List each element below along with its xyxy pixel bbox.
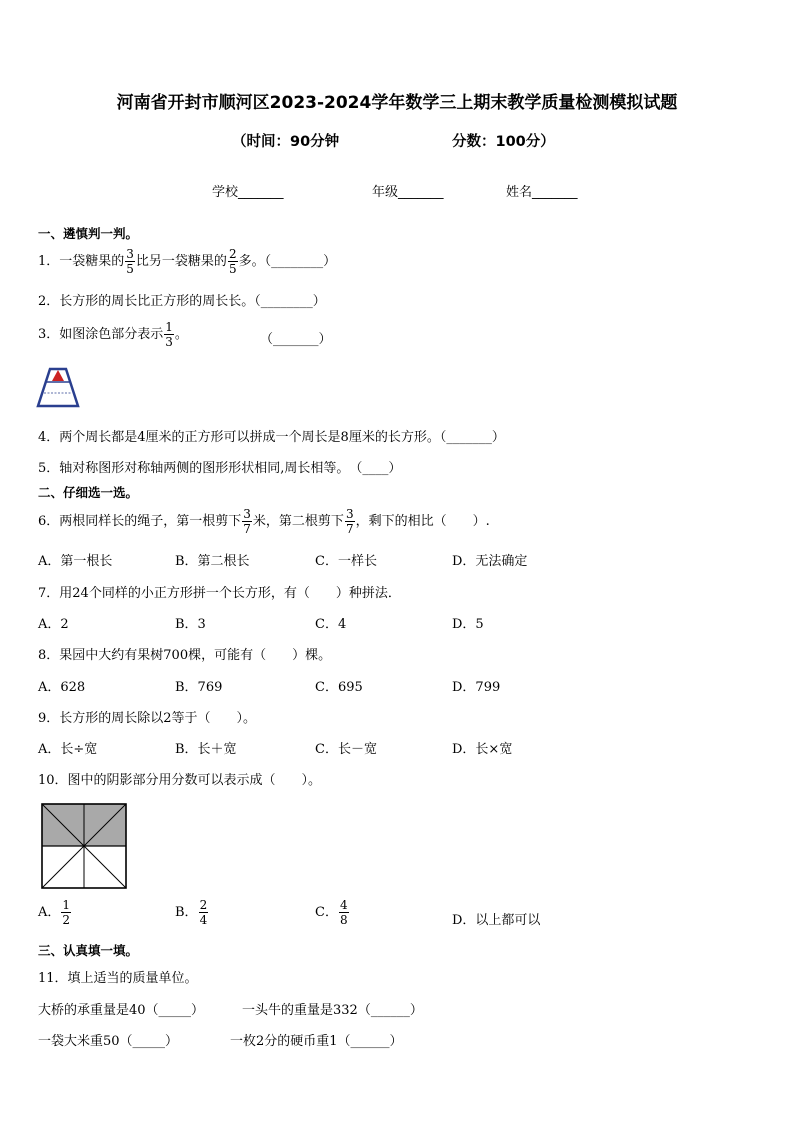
q7-option-b: B．3 bbox=[175, 617, 206, 632]
question-6: 6．两根同样长的绳子，第一根剪下 $\frac{3}{7}$ 米，第二根剪下 $\frac{3}{7}$ ，剩下的相比（ ）. bbox=[38, 507, 490, 536]
question-2: 2．长方形的周长比正方形的周长长。（________） bbox=[38, 294, 326, 309]
question-7: 7．用24个同样的小正方形拼一个长方形，有（ ）种拼法． bbox=[38, 586, 401, 601]
question-9: 9．长方形的周长除以2等于（ ）。 bbox=[38, 711, 257, 726]
q11-item-coin: 一枚2分的硬币重1（______） bbox=[230, 1034, 403, 1049]
q10-option-b: B． $\frac{2}{4}$ bbox=[175, 898, 208, 927]
fraction: $\frac{4}{8}$ bbox=[339, 898, 348, 927]
question-1: 1．一袋糖果的 $\frac{3}{5}$ 比另一袋糖果的 $\frac{2}{5}$ 多。（________） bbox=[38, 247, 337, 276]
school-field: 学校_______ bbox=[212, 185, 284, 200]
question-10: 10．图中的阴影部分用分数可以表示成（ ）。 bbox=[38, 773, 322, 788]
question-5: 5．轴对称图形对称轴两侧的图形形状相同,周长相等。 （____） bbox=[38, 461, 402, 476]
q8-option-c: C．695 bbox=[315, 680, 363, 695]
q6-option-d: D．无法确定 bbox=[452, 554, 528, 569]
q8-option-b: B．769 bbox=[175, 680, 223, 695]
q10-option-d: D．以上都可以 bbox=[452, 913, 541, 928]
fraction: $\frac{1}{2}$ bbox=[62, 898, 71, 927]
exam-time: （时间：90分钟 bbox=[232, 134, 340, 150]
square-fraction-figure bbox=[41, 803, 127, 889]
q7-option-d: D．5 bbox=[452, 617, 484, 632]
section-3-heading: 三、认真填一填。 bbox=[38, 943, 139, 958]
question-3: 3．如图涂色部分表示 $\frac{1}{3}$ 。 bbox=[38, 320, 188, 349]
trapezoid-figure bbox=[36, 366, 80, 410]
q9-option-b: B．长＋宽 bbox=[175, 742, 237, 757]
section-1-heading: 一、遴慎判一判。 bbox=[38, 226, 139, 241]
fraction: $\frac{2}{5}$ bbox=[228, 247, 237, 276]
fraction: $\frac{2}{4}$ bbox=[199, 898, 208, 927]
question-4: 4．两个周长都是4厘米的正方形可以拼成一个周长是8厘米的长方形。（_______） bbox=[38, 430, 505, 445]
q6-option-c: C．一样长 bbox=[315, 554, 377, 569]
fraction: $\frac{3}{5}$ bbox=[126, 247, 134, 276]
fraction: $\frac{3}{7}$ bbox=[243, 507, 251, 536]
fraction: $\frac{1}{3}$ bbox=[165, 320, 173, 349]
q8-option-d: D．799 bbox=[452, 680, 501, 695]
q7-option-c: C．4 bbox=[315, 617, 347, 632]
page-title: 河南省开封市顺河区2023-2024学年数学三上期末教学质量检测模拟试题 bbox=[116, 93, 678, 113]
question-3-blank: （_______） bbox=[260, 332, 332, 347]
q11-item-cow: 一头牛的重量是332（______） bbox=[242, 1003, 423, 1018]
q11-item-bridge: 大桥的承重量是40（_____） bbox=[38, 1003, 205, 1018]
q7-option-a: A．2 bbox=[38, 617, 69, 632]
q6-option-b: B．第二根长 bbox=[175, 554, 250, 569]
question-8: 8．果园中大约有果树700棵，可能有（ ）棵。 bbox=[38, 648, 332, 663]
q9-option-d: D．长×宽 bbox=[452, 742, 513, 757]
q8-option-a: A．628 bbox=[38, 680, 86, 695]
fraction: $\frac{3}{7}$ bbox=[345, 507, 354, 536]
grade-field: 年级_______ bbox=[372, 185, 444, 200]
q9-option-c: C．长－宽 bbox=[315, 742, 377, 757]
name-field: 姓名_______ bbox=[506, 185, 578, 200]
q11-item-rice: 一袋大米重50（_____） bbox=[38, 1034, 179, 1049]
q9-option-a: A．长÷宽 bbox=[38, 742, 98, 757]
section-2-heading: 二、仔细选一选。 bbox=[38, 485, 139, 500]
q6-option-a: A．第一根长 bbox=[38, 554, 113, 569]
question-11: 11．填上适当的质量单位。 bbox=[38, 971, 198, 986]
q10-option-c: C． $\frac{4}{8}$ bbox=[315, 898, 348, 927]
exam-score: 分数：100分） bbox=[452, 134, 555, 150]
q10-option-a: A． $\frac{1}{2}$ bbox=[38, 898, 71, 927]
